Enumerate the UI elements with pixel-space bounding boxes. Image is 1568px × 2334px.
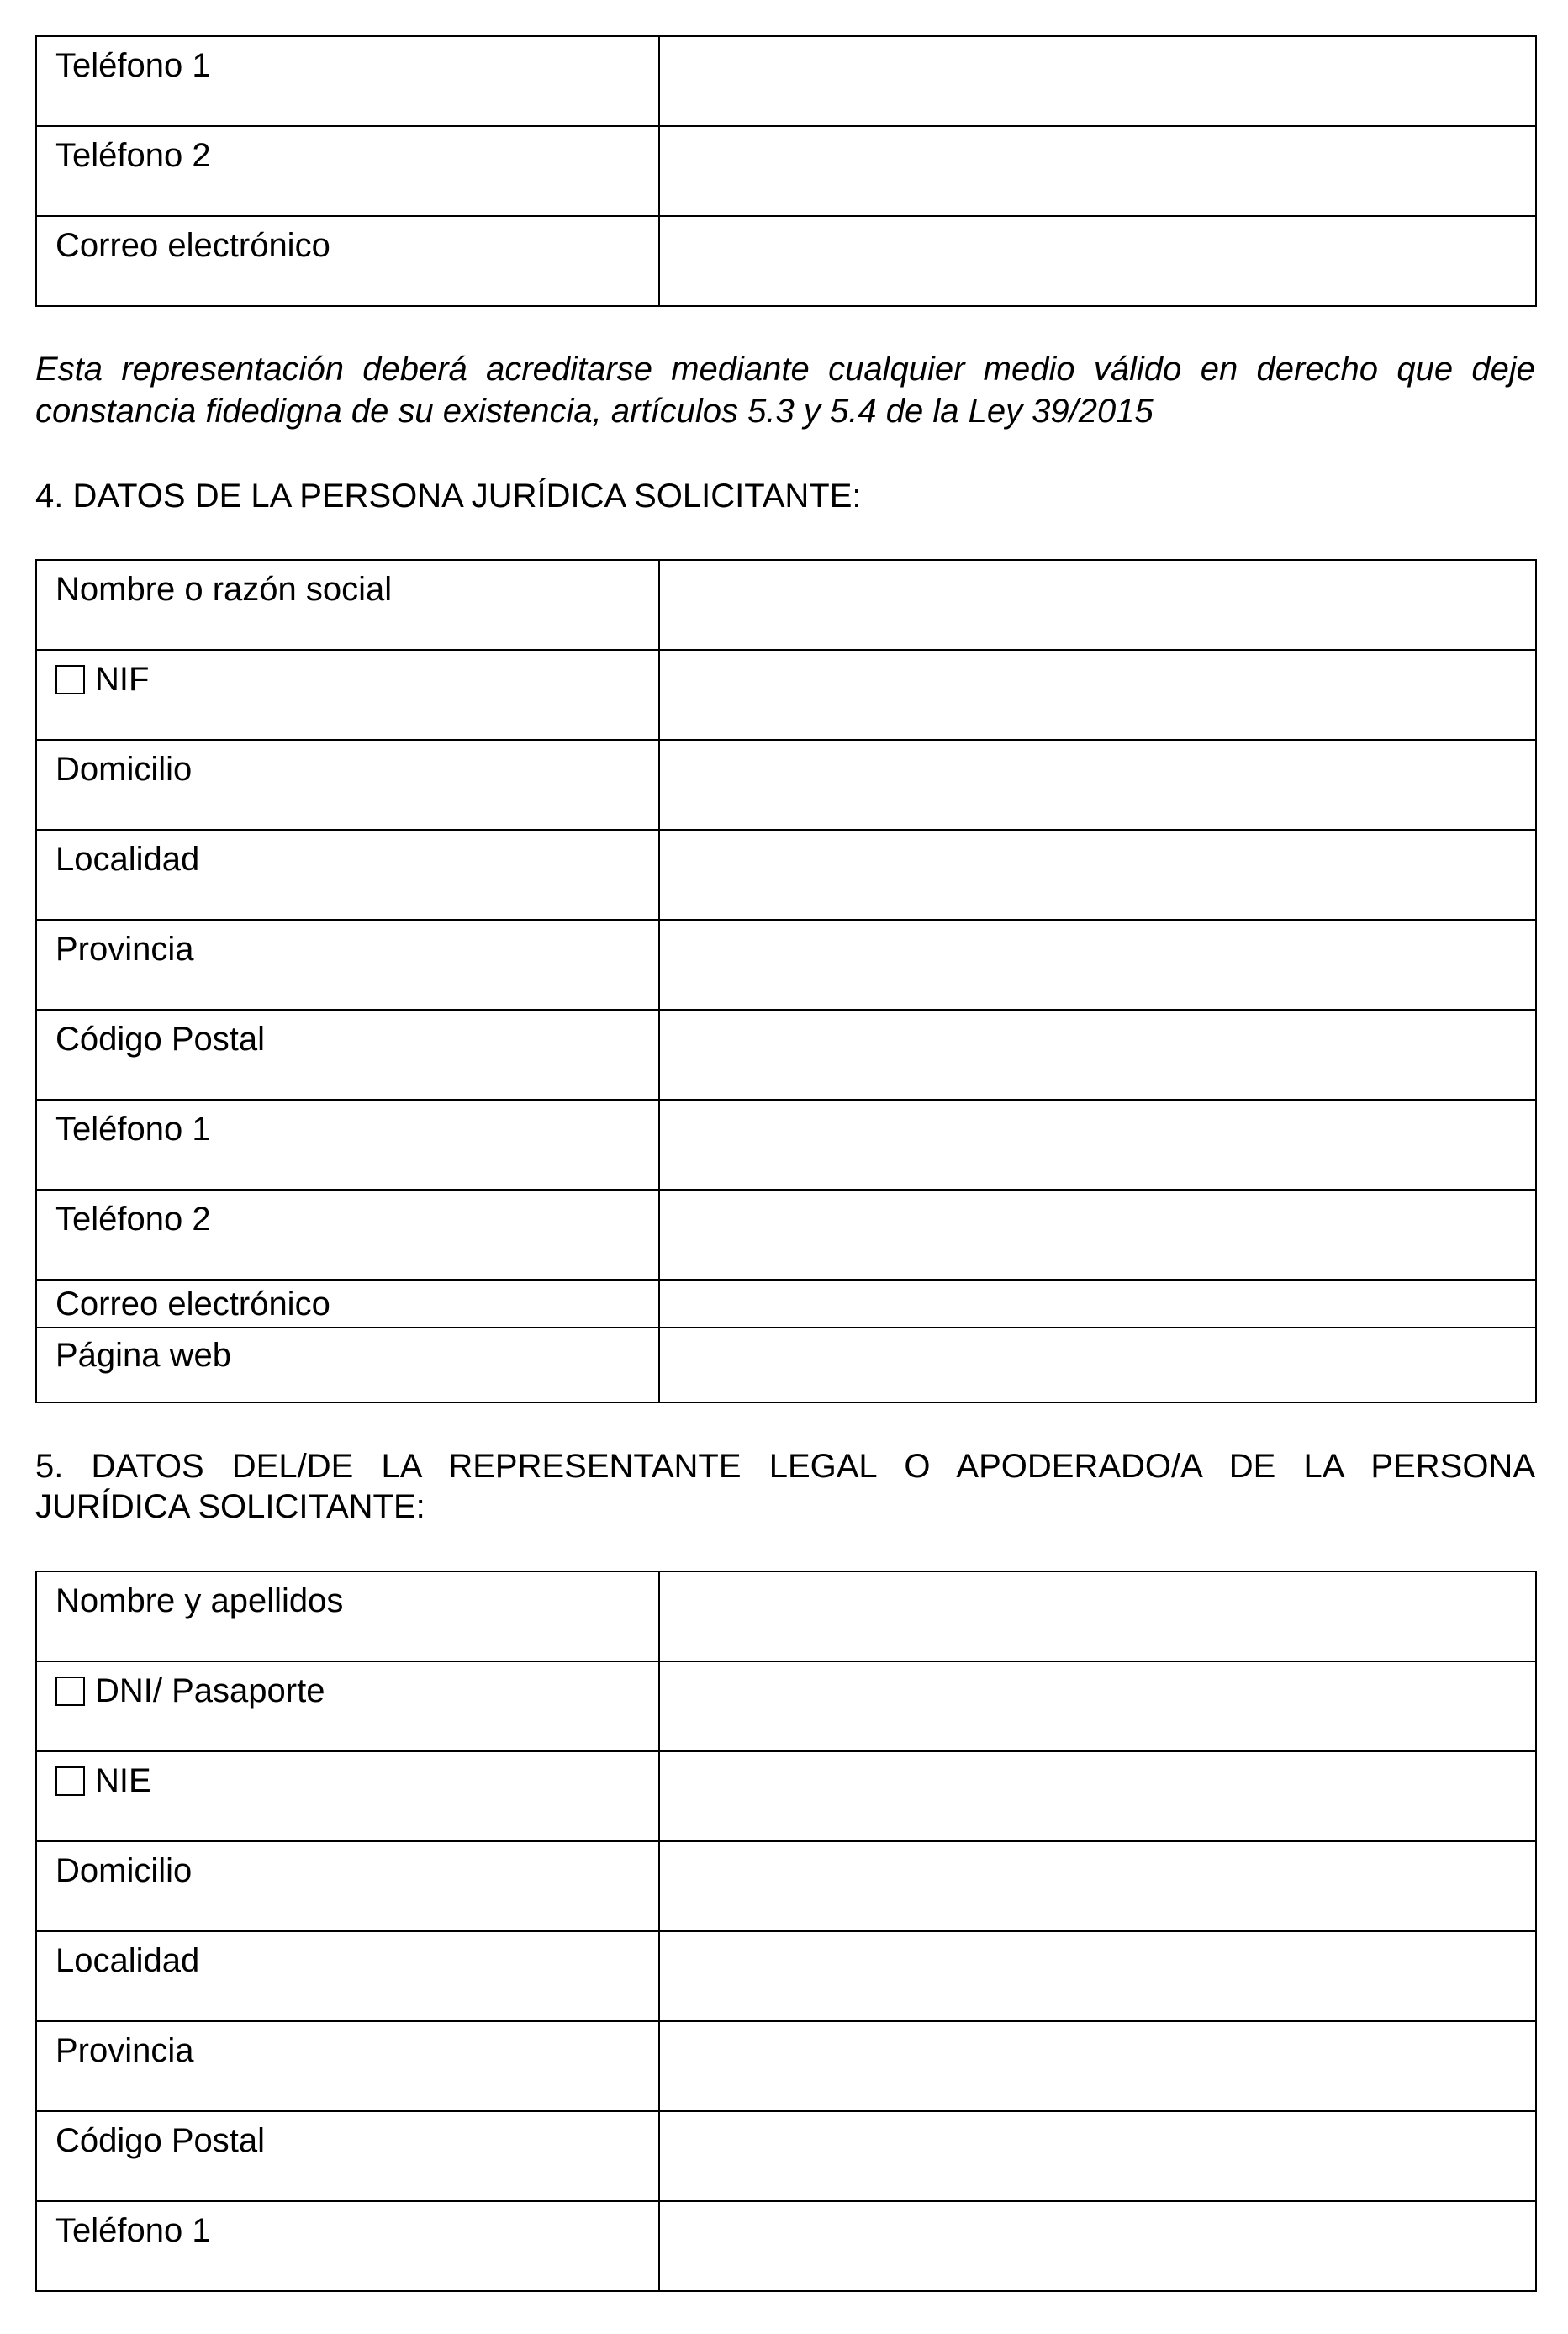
section-5-heading-line-2: JURÍDICA SOLICITANTE:: [35, 1488, 425, 1525]
field-label: DNI/ Pasaporte: [95, 1672, 325, 1709]
field-label-cell: [36, 830, 659, 920]
field-label: Correo electrónico: [55, 227, 330, 264]
field-label-cell: [36, 920, 659, 1010]
table-row: [36, 1100, 1536, 1190]
field-label-cell: [36, 1841, 659, 1931]
field-label: Página web: [55, 1337, 232, 1374]
table-row: [36, 2021, 1536, 2111]
table-row: [36, 2111, 1536, 2201]
field-label-cell: [36, 2021, 659, 2111]
telefono-1-field[interactable]: [659, 1100, 1536, 1190]
representation-note: Esta representación deberá acreditarse mediante cualquier medio válido en derecho que deje constancia fidedigna de su existencia, artículos 5.3 y 5.4 de la Ley 39/2015: [35, 351, 1535, 430]
field-label-cell: [36, 1280, 659, 1328]
table-row: [36, 1190, 1536, 1280]
table-row: [36, 1841, 1536, 1931]
field-label-cell: [36, 650, 659, 740]
field-label: Teléfono 2: [55, 1201, 211, 1238]
field-label-cell: [36, 560, 659, 650]
field-label-cell: [36, 36, 659, 126]
field-label: Nombre o razón social: [55, 571, 393, 608]
field-label-cell: [36, 1100, 659, 1190]
field-label: NIF: [95, 661, 150, 698]
section-4-table: [35, 559, 1537, 1403]
field-label-with-checkbox: [37, 1752, 658, 1799]
field-label-cell: [36, 1190, 659, 1280]
correo-electronico-field[interactable]: [659, 1280, 1536, 1328]
field-label: Correo electrónico: [55, 1286, 330, 1323]
field-label: Domicilio: [55, 751, 193, 788]
table-row: [36, 920, 1536, 1010]
field-label-cell: [36, 1661, 659, 1751]
table-row: [36, 1751, 1536, 1841]
table-row: [36, 126, 1536, 216]
nie-field[interactable]: [659, 1751, 1536, 1841]
field-label-cell: [36, 1751, 659, 1841]
telefono-2-field[interactable]: [659, 1190, 1536, 1280]
dni-pasaporte-checkbox[interactable]: [55, 1677, 85, 1706]
pagina-web-field[interactable]: [659, 1328, 1536, 1402]
table-row: [36, 830, 1536, 920]
correo-electronico-field[interactable]: [659, 216, 1536, 306]
table-row: [36, 1280, 1536, 1328]
field-label-cell: [36, 2201, 659, 2291]
table-row: [36, 740, 1536, 830]
field-label: Nombre y apellidos: [55, 1582, 344, 1619]
provincia-field[interactable]: [659, 2021, 1536, 2111]
table-row: [36, 1010, 1536, 1100]
telefono-1-field[interactable]: [659, 2201, 1536, 2291]
table-row: [36, 1328, 1536, 1402]
domicilio-field[interactable]: [659, 1841, 1536, 1931]
nif-checkbox[interactable]: [55, 665, 85, 694]
table-row: [36, 216, 1536, 306]
field-label: Teléfono 1: [55, 1111, 211, 1148]
field-label-cell: [36, 216, 659, 306]
field-label: Teléfono 1: [55, 2212, 211, 2249]
table-row: [36, 560, 1536, 650]
table-row: [36, 36, 1536, 126]
section-4-heading: 4. DATOS DE LA PERSONA JURÍDICA SOLICITANTE:: [35, 478, 862, 515]
table-row: [36, 650, 1536, 740]
codigo-postal-field[interactable]: [659, 1010, 1536, 1100]
section-5-heading: [35, 1446, 1535, 1527]
field-label: Provincia: [55, 2032, 194, 2069]
nombre-razon-social-field[interactable]: [659, 560, 1536, 650]
field-label: Código Postal: [55, 1021, 266, 1058]
codigo-postal-field[interactable]: [659, 2111, 1536, 2201]
field-label: Código Postal: [55, 2122, 266, 2159]
field-label: Localidad: [55, 841, 200, 878]
dni-pasaporte-field[interactable]: [659, 1661, 1536, 1751]
field-label-cell: [36, 1010, 659, 1100]
contact-table-top: [35, 35, 1537, 307]
section-5-heading-line-1: 5. DATOS DEL/DE LA REPRESENTANTE LEGAL O APODERADO/A DE LA PERSONA: [35, 1448, 1535, 1485]
domicilio-field[interactable]: [659, 740, 1536, 830]
localidad-field[interactable]: [659, 1931, 1536, 2021]
field-label: Localidad: [55, 1942, 200, 1979]
table-row: [36, 1571, 1536, 1661]
field-label: Provincia: [55, 931, 194, 968]
field-label: Domicilio: [55, 1852, 193, 1889]
telefono-1-field[interactable]: [659, 36, 1536, 126]
table-row: [36, 1661, 1536, 1751]
telefono-2-field[interactable]: [659, 126, 1536, 216]
field-label-with-checkbox: [37, 651, 658, 698]
provincia-field[interactable]: [659, 920, 1536, 1010]
localidad-field[interactable]: [659, 830, 1536, 920]
field-label: NIE: [95, 1762, 151, 1799]
field-label-cell: [36, 1571, 659, 1661]
field-label-cell: [36, 2111, 659, 2201]
table-row: [36, 1931, 1536, 2021]
field-label-cell: [36, 740, 659, 830]
field-label-with-checkbox: [37, 1662, 658, 1709]
field-label: Teléfono 2: [55, 137, 211, 174]
nie-checkbox[interactable]: [55, 1766, 85, 1796]
field-label-cell: [36, 1328, 659, 1402]
field-label: Teléfono 1: [55, 47, 211, 84]
field-label-cell: [36, 126, 659, 216]
nif-field[interactable]: [659, 650, 1536, 740]
field-label-cell: [36, 1931, 659, 2021]
nombre-apellidos-field[interactable]: [659, 1571, 1536, 1661]
section-5-table: [35, 1571, 1537, 2292]
table-row: [36, 2201, 1536, 2291]
